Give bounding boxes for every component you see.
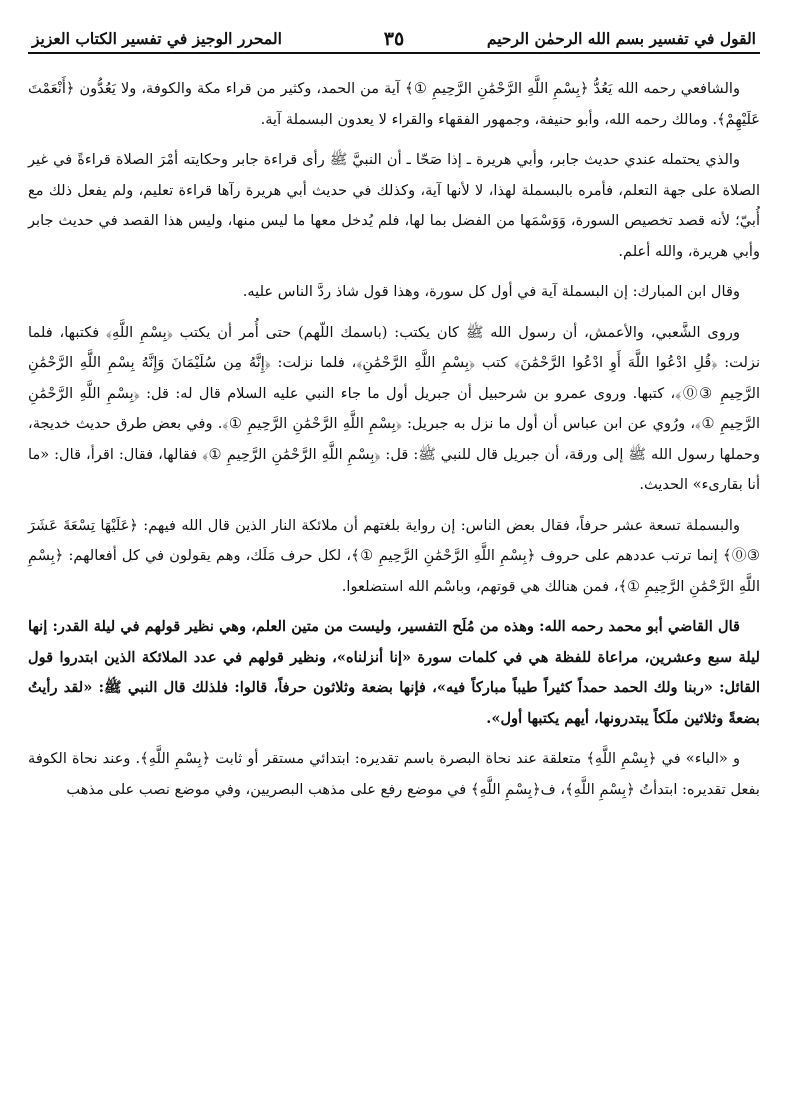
paragraph: وقال ابن المبارك: إن البسملة آية في أول كل سورة، وهذا قول شاذ ردَّ الناس عليه. bbox=[242, 283, 740, 300]
document-page bbox=[28, 14, 760, 1094]
paragraph: والشافعي رحمه الله يَعُدُّ ﴿بِسْمِ اللَّهِ الرَّحْمَٰنِ الرَّحِيمِ ①﴾ آية من الحمد، وكثير من قراء مكة والكوفة، ولا يَعُدُّون ﴿أَنْعَمْتَ عَلَيْهِمْ﴾. ومالك رحمه الله، وأبو حنيفة، وجمهور الفقهاء والقراء لا يعدون البسملة آية. bbox=[28, 80, 760, 128]
page-body bbox=[28, 74, 760, 805]
paragraph: و «الباء» في ﴿بِسْمِ اللَّهِ﴾ متعلقة عند نحاة البصرة باسم تقديره: ابتدائي مستقر أو ثابت ﴿بِسْمِ اللَّهِ﴾. وعند نحاة الكوفة بفعل تقديره: ابتدأتُ ﴿بِسْمِ اللَّهِ﴾، ف﴿بِسْمِ اللَّهِ﴾ في موضع رفع على مذهب البصريين، وفي موضع نصب على مذهب bbox=[28, 750, 760, 798]
header-section-title: القول في تفسير بسم الله الرحمٰن الرحيم bbox=[486, 29, 756, 48]
paragraph: والبسملة تسعة عشر حرفاً، فقال بعض الناس: إن رواية بلغتهم أن ملائكة النار الذين قال الله فيهم: ﴿عَلَيْهَا تِسْعَةَ عَشَرَ ③⓪﴾ إنما ترتب عددهم على حروف ﴿بِسْمِ اللَّهِ الرَّحْمَٰنِ الرَّحِيمِ ①﴾، لكل حرف مَلَك، وهم يقولون في كل أفعالهم: ﴿بِسْمِ اللَّهِ الرَّحْمَٰنِ الرَّحِيمِ ①﴾، فمن هنالك هي قوتهم، وباسْم الله استضلعوا. bbox=[28, 516, 760, 595]
paragraph-author-note: قال القاضي أبو محمد رحمه الله: وهذه من مُلَح التفسير، وليست من متين العلم، وهي نظير قولهم في ليلة القدر: إنها ليلة سبع وعشرين، مراعاة للفظة هي في كلمات سورة «إنا أنزلناه»، ونظير قولهم في عدد الملائكة الذين ابتدروا قول القائل: «ربنا ولك الحمد حمداً كثيراً طيباً مباركاً فيه»، فإنها بضعة وثلاثون حرفاً، قالوا: فلذلك قال النبي ﷺ: «لقد رأيتُ بضعةً وثلاثين ملَكاً يبتدرونها، أيهم يكتبها أول». bbox=[28, 618, 760, 727]
paragraph: والذي يحتمله عندي حديث جابر، وأبي هريرة ـ إذا صَحّا ـ أن النبيَّ ﷺ رأى قراءة جابر وحكايته أمْرَ الصلاة قراءةً في غير الصلاة على جهة التعلم، فأمره بالبسملة لهذا، لا لأنها آية، وكذلك في حديث أبي هريرة رآها قراءة تعليم، ولم يفعل ذلك مع أُبيّ؛ لأنه قصد تخصيص السورة، وَوَسْمَها من الفضل بما لها، فلم يُدخل معها ما ليس منها، وليس هذا القصد في حديث جابر وأبي هريرة، والله أعلم. bbox=[28, 151, 760, 260]
paragraph: وروى الشَّعبي، والأعمش، أن رسول الله ﷺ كان يكتب: (باسمك اللّهم) حتى أُمر أن يكتب ﴿بِسْمِ اللَّهِ﴾ فكتبها، فلما نزلت: ﴿قُلِ ادْعُوا اللَّهَ أَوِ ادْعُوا الرَّحْمَٰنَ﴾ كتب ﴿بِسْمِ اللَّهِ الرَّحْمَٰنِ﴾، فلما نزلت: ﴿إِنَّهُ مِن سُلَيْمَانَ وَإِنَّهُ بِسْمِ اللَّهِ الرَّحْمَٰنِ الرَّحِيمِ ③⓪﴾، كتبها. وروى عمرو بن شرحبيل أن جبريل أول ما جاء النبي عليه السلام قال له: قل: ﴿بِسْمِ اللَّهِ الرَّحْمَٰنِ الرَّحِيمِ ①﴾، ورُوي عن ابن عباس أن أول ما نزل به جبريل: ﴿بِسْمِ اللَّهِ الرَّحْمَٰنِ الرَّحِيمِ ①﴾. وفي بعض طرق حديث خديجة، وحملها رسول الله ﷺ إلى ورقة، أن جبريل قال للنبي ﷺ: قل: ﴿بِسْمِ اللَّهِ الرَّحْمَٰنِ الرَّحِيمِ ①﴾ فقالها، فقال: اقرأ، قال: «ما أنا بقارىء» الحديث. bbox=[28, 323, 760, 493]
page-number: ٣٥ bbox=[383, 28, 405, 50]
header-book-title: المحرر الوجيز في تفسير الكتاب العزيز bbox=[32, 29, 282, 48]
running-header bbox=[28, 14, 760, 54]
